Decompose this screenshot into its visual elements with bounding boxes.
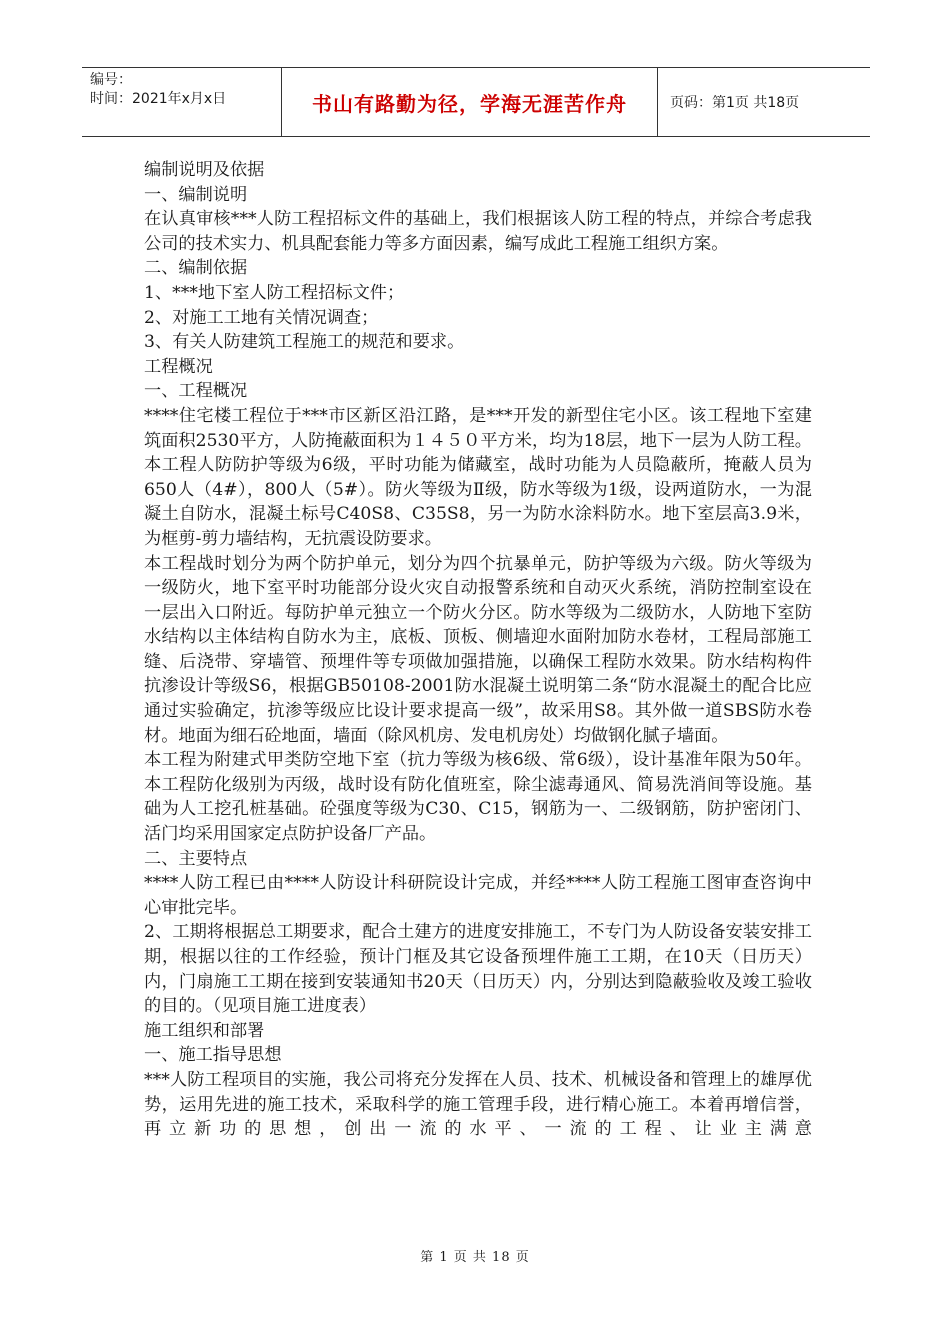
subsection-heading: 二、编制依据 (144, 258, 248, 279)
subsection-heading: 二、主要特点 (144, 848, 248, 869)
list-item: 1、***地下室人防工程招标文件； (144, 282, 405, 303)
document-date: 时间：2021年x月x日 (90, 91, 227, 107)
body-paragraph: ****人防工程已由****人防设计科研院设计完成，并经****人防工程施工图审查咨询中心审批完毕。 (144, 873, 812, 918)
body-paragraph: 本工程为附建式甲类防空地下室（抗力等级为核6级、常6级），设计基准年限为50年。本工程防化级别为丙级，战时设有防化值班室，除尘滤毒通风、简易洗消间等设施。基础为人工挖孔桩基础。砼强度等级为C30、C15，钢筋为一、二级钢筋，防护密闭门、活门均采用国家定点防护设备厂产品。 (144, 750, 812, 845)
section-heading: 工程概况 (144, 356, 213, 377)
header-motto: 书山有路勤为径，学海无涯苦作舟 (282, 68, 658, 136)
header-page-info: 页码：第1页 共18页 (670, 95, 800, 111)
body-paragraph: 本工程战时划分为两个防护单元，划分为四个抗暴单元，防护等级为六级。防火等级为一级防火，地下室平时功能部分设火灾自动报警系统和自动灭火系统，消防控制室设在一层出入口附近。每防护单元独立一个防火分区。防水等级为二级防水，人防地下室防水结构以主体结构自防水为主，底板、顶板、侧墙迎水面附加防水卷材，工程局部施工缝、后浇带、穿墙管、预埋件等专项做加强措施，以确保工程防水效果。防水结构构件抗渗设计等级S6，根据GB50108-2001防水混凝土说明第二条“防水混凝土的配合比应通过实验确定，抗渗等级应比设计要求提高一级”，故采用S8。其外做一道SBS防水卷材。地面为细石砼地面，墙面（除风机房、发电机房处）均做钢化腻子墙面。 (144, 553, 812, 746)
list-item: 3、有关人防建筑工程施工的规范和要求。 (144, 332, 465, 353)
subsection-heading: 一、编制说明 (144, 184, 248, 205)
document-number-label: 编号： (90, 72, 132, 88)
body-paragraph: 在认真审核***人防工程招标文件的基础上，我们根据该人防工程的特点，并综合考虑我公司的技术实力、机具配套能力等多方面因素，编写成此工程施工组织方案。 (144, 209, 812, 254)
body-paragraph: ****住宅楼工程位于***市区新区沿江路，是***开发的新型住宅小区。该工程地下室建筑面积2530平方，人防掩蔽面积为１４５０平方米，均为18层，地下一层为人防工程。本工程人防防护等级为6级，平时功能为储藏室，战时功能为人员隐蔽所，掩蔽人员为650人（4#），800人（5#）。防火等级为Ⅱ级，防水等级为1级，设两道防水，一为混凝土自防水，混凝土标号C40S8、C35S8，另一为防水涂料防水。地下室层高3.9米，为框剪-剪力墙结构，无抗震设防要求。 (144, 405, 812, 549)
body-paragraph: ***人防工程项目的实施，我公司将充分发挥在人员、技术、机械设备和管理上的雄厚优势，运用先进的施工技术，采取科学的施工管理手段，进行精心施工。本着再增信誉，再立新功的思想，创出一流的水平、一流的工程、让业主满意 (144, 1069, 812, 1140)
section-heading: 施工组织和部署 (144, 1020, 265, 1041)
section-heading: 编制说明及依据 (144, 160, 265, 180)
list-item: 2、对施工工地有关情况调查； (144, 307, 379, 328)
header-meta (82, 68, 282, 136)
page-header (82, 67, 870, 137)
body-paragraph: 2、工期将根据总工期要求，配合土建方的进度安排施工，不专门为人防设备安装安排工期，根据以往的工作经验，预计门框及其它设备预埋件施工工期，在10天（日历天）内，门扇施工工期在接到安装通知书20天（日历天）内，分别达到隐蔽验收及竣工验收的目的。（见项目施工进度表） (144, 922, 812, 1017)
subsection-heading: 一、工程概况 (144, 381, 248, 402)
subsection-heading: 一、施工指导思想 (144, 1045, 282, 1066)
page-footer: 第 1 页 共 18 页 (420, 1250, 530, 1265)
document-body (144, 158, 812, 1142)
